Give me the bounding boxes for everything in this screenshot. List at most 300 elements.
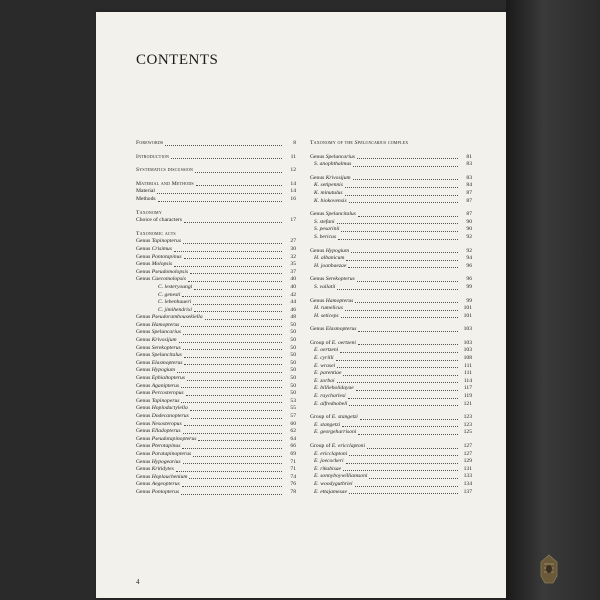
toc-entry-text: Genus bbox=[136, 321, 152, 328]
toc-leader-dots bbox=[346, 463, 458, 464]
toc-entry-label bbox=[314, 347, 338, 355]
toc-leader-dots bbox=[182, 296, 282, 297]
toc-entry bbox=[136, 443, 296, 451]
toc-entry-taxon: Speluncitalus bbox=[151, 352, 182, 359]
toc-entry bbox=[136, 459, 296, 467]
toc-entry-page: 66 bbox=[290, 443, 296, 450]
toc-entry-taxon: Hoplauchenium bbox=[151, 473, 188, 480]
toc-entry-text: Genus bbox=[136, 481, 152, 488]
toc-entry-text: Genus bbox=[136, 344, 152, 351]
toc-entry bbox=[310, 422, 472, 430]
toc-entry-label bbox=[314, 226, 339, 234]
toc-entry bbox=[136, 390, 296, 398]
toc-entry-taxon: C. genesti bbox=[158, 291, 181, 298]
toc-entry-label bbox=[310, 414, 358, 422]
toc-entry-page: 92 bbox=[466, 233, 472, 240]
toc-entry bbox=[136, 307, 296, 315]
toc-entry-page: 90 bbox=[466, 218, 472, 225]
toc-entry-label bbox=[314, 451, 347, 459]
toc-entry bbox=[310, 219, 472, 227]
toc-entry-taxon: E. raycharlesi bbox=[314, 393, 346, 400]
toc-entry bbox=[136, 140, 296, 148]
toc-entry-text: Genus bbox=[136, 245, 152, 252]
toc-entry-taxon: S. pesarinii bbox=[314, 226, 340, 233]
toc-entry-suffix: complex bbox=[386, 140, 409, 146]
toc-entry bbox=[310, 347, 472, 355]
toc-leader-dots bbox=[177, 372, 282, 373]
toc-leader-dots bbox=[171, 158, 282, 159]
toc-entry-label bbox=[158, 284, 192, 292]
toc-entry-label bbox=[314, 219, 335, 227]
toc-entry-text: Genus bbox=[136, 329, 152, 336]
toc-entry-text: Genus bbox=[136, 443, 152, 450]
toc-entry-taxon: Kritidytes bbox=[151, 466, 174, 473]
toc-entry bbox=[310, 401, 472, 409]
toc-entry-label bbox=[136, 254, 182, 262]
toc-leader-dots bbox=[194, 289, 282, 290]
toc-entry-taxon: E. georgeharrisoni bbox=[314, 429, 357, 436]
toc-entry-page: 17 bbox=[290, 217, 296, 224]
toc-entry bbox=[136, 451, 296, 459]
toc-entry bbox=[136, 481, 296, 489]
toc-leader-dots bbox=[357, 158, 458, 159]
toc-entry-label bbox=[314, 401, 347, 409]
toc-entry-page: 117 bbox=[463, 385, 472, 392]
toc-entry-page: 27 bbox=[290, 238, 296, 245]
toc-entry-taxon: E. ericclaptoni bbox=[314, 450, 348, 457]
toc-entry-page: 96 bbox=[466, 262, 472, 269]
toc-leader-dots bbox=[181, 402, 282, 403]
toc-entry-text: Genus bbox=[136, 268, 152, 275]
toc-entry-text: Genus bbox=[310, 326, 326, 333]
toc-leader-dots bbox=[367, 448, 458, 449]
toc-entry bbox=[136, 181, 296, 189]
toc-entry-taxon: Hoplodactylella bbox=[151, 405, 188, 412]
toc-entry-taxon: Serekopterus bbox=[325, 276, 355, 283]
toc-entry-page: 131 bbox=[463, 465, 472, 472]
toc-entry-page: 40 bbox=[290, 276, 296, 283]
toc-leader-dots bbox=[353, 179, 458, 180]
toc-leader-dots bbox=[358, 216, 458, 217]
toc-leader-dots bbox=[181, 387, 282, 388]
toc-entry-taxon: Paratapinopterus bbox=[151, 450, 192, 457]
toc-leader-dots bbox=[182, 448, 282, 449]
toc-entry-taxon: H. seticeps bbox=[314, 312, 339, 319]
toc-entry-page: 50 bbox=[290, 359, 296, 366]
toc-entry-taxon: S. bericus bbox=[314, 233, 337, 240]
toc-leader-dots bbox=[183, 334, 282, 335]
toc-entry bbox=[136, 188, 296, 196]
toc-entry-taxon: Elasmopterus bbox=[151, 359, 183, 366]
toc-leader-dots bbox=[360, 419, 458, 420]
toc-entry-page: 99 bbox=[466, 297, 472, 304]
toc-entry-page: 125 bbox=[463, 429, 472, 436]
toc-entry-text: Taxonomy bbox=[136, 209, 162, 216]
toc-entry-label bbox=[314, 466, 341, 474]
toc-entry-taxon: H. joanbaezae bbox=[314, 262, 347, 269]
toc-leader-dots bbox=[338, 239, 458, 240]
toc-entry-text: Genus bbox=[310, 153, 326, 160]
toc-entry-label bbox=[136, 352, 182, 360]
toc-entry bbox=[310, 161, 472, 169]
toc-entry bbox=[310, 190, 472, 198]
toc-entry-taxon: Molopsis bbox=[151, 261, 173, 268]
toc-entry-taxon: E. sonnyboywilliamsoni bbox=[314, 473, 368, 480]
toc-entry-taxon: Aganipterus bbox=[151, 382, 180, 389]
toc-entry-taxon: Tapinopterus bbox=[151, 238, 182, 245]
toc-entry-label bbox=[136, 413, 189, 421]
toc-leader-dots bbox=[337, 289, 458, 290]
toc-entry-label bbox=[136, 474, 187, 482]
toc-entry-page: 40 bbox=[290, 283, 296, 290]
toc-entry bbox=[136, 405, 296, 413]
toc-leader-dots bbox=[189, 478, 282, 479]
toc-entry bbox=[136, 474, 296, 482]
toc-leader-dots bbox=[190, 410, 282, 411]
toc-entry-page: 50 bbox=[290, 321, 296, 328]
toc-entry-text: Genus bbox=[136, 352, 152, 359]
toc-entry-text: Taxonomy of the bbox=[310, 140, 355, 146]
toc-entry-label bbox=[314, 161, 351, 169]
toc-entry-page: 87 bbox=[466, 189, 472, 196]
toc-entry-text: Genus bbox=[136, 397, 152, 404]
toc-entry bbox=[310, 363, 472, 371]
toc-leader-dots bbox=[183, 243, 282, 244]
toc-entry-text: Genus bbox=[136, 337, 152, 344]
toc-entry-page: 50 bbox=[290, 344, 296, 351]
toc-entry bbox=[136, 254, 296, 262]
toc-leader-dots bbox=[369, 478, 458, 479]
toc-entry-label bbox=[314, 489, 347, 497]
toc-entry-page: 81 bbox=[466, 153, 472, 160]
toc-entry bbox=[310, 305, 472, 313]
toc-entry bbox=[136, 337, 296, 345]
toc-entry-page: 114 bbox=[463, 377, 472, 384]
toc-entry-page: 37 bbox=[290, 268, 296, 275]
toc-leader-dots bbox=[198, 440, 282, 441]
toc-leader-dots bbox=[346, 260, 458, 261]
toc-entry-label bbox=[310, 276, 355, 284]
toc-entry-text: Genus bbox=[136, 253, 152, 260]
toc-entry-label bbox=[136, 375, 185, 383]
toc-entry bbox=[136, 238, 296, 246]
toc-entry bbox=[310, 451, 472, 459]
toc-entry-page: 50 bbox=[290, 375, 296, 382]
toc-entry bbox=[136, 246, 296, 254]
toc-entry-page: 48 bbox=[290, 314, 296, 321]
toc-entry-page: 87 bbox=[466, 211, 472, 218]
toc-entry-text: Genus bbox=[310, 276, 326, 283]
toc-entry-page: 50 bbox=[290, 329, 296, 336]
toc-entry bbox=[310, 489, 472, 497]
toc-entry-taxon: E. woodyguthriei bbox=[314, 480, 353, 487]
toc-entry-taxon: Pontopterus bbox=[151, 488, 180, 495]
toc-leader-dots bbox=[340, 352, 458, 353]
toc-entry-page: 30 bbox=[290, 245, 296, 252]
toc-entry bbox=[136, 196, 296, 204]
toc-entry-page: 14 bbox=[290, 188, 296, 195]
toc-entry-text: Genus bbox=[136, 390, 152, 397]
toc-left-column bbox=[136, 140, 296, 497]
toc-leader-dots bbox=[343, 375, 458, 376]
toc-entry-label bbox=[310, 248, 349, 256]
toc-entry-taxon: Serekopterus bbox=[151, 344, 181, 351]
toc-entry-taxon: Hypogearius bbox=[151, 458, 181, 465]
toc-entry bbox=[136, 269, 296, 277]
toc-entry-page: 121 bbox=[463, 400, 472, 407]
toc-leader-dots bbox=[348, 398, 458, 399]
toc-entry-text: Genus bbox=[136, 375, 152, 382]
toc-entry-taxon: Hypogium bbox=[151, 367, 176, 374]
toc-entry-label bbox=[314, 458, 344, 466]
toc-entry-page: 103 bbox=[463, 347, 472, 354]
toc-entry-page: 50 bbox=[290, 337, 296, 344]
toc-entry-label bbox=[314, 378, 335, 386]
toc-leader-dots bbox=[181, 326, 282, 327]
toc-entry-taxon: E. stangetzi bbox=[314, 421, 341, 428]
toc-entry-label bbox=[136, 314, 203, 322]
toc-entry-label bbox=[314, 255, 344, 263]
toc-entry-label bbox=[310, 443, 365, 451]
toc-entry-page: 119 bbox=[463, 393, 472, 400]
toc-entry-label bbox=[136, 238, 181, 246]
toc-entry-label bbox=[310, 140, 408, 148]
toc-entry-page: 101 bbox=[463, 305, 472, 312]
toc-leader-dots bbox=[337, 367, 458, 368]
toc-entry-taxon: K. minutulus bbox=[314, 189, 343, 196]
toc-entry bbox=[310, 313, 472, 321]
toc-leader-dots bbox=[183, 433, 282, 434]
toc-entry-text: Material bbox=[136, 188, 155, 195]
toc-entry bbox=[310, 226, 472, 234]
toc-entry-page: 99 bbox=[466, 283, 472, 290]
toc-leader-dots bbox=[184, 258, 282, 259]
toc-entry-taxon: Pseudomolopsis bbox=[151, 268, 189, 275]
toc-right-column bbox=[310, 140, 472, 496]
toc-entry bbox=[310, 182, 472, 190]
toc-entry-text: Choice of characters bbox=[136, 217, 182, 224]
toc-entry bbox=[310, 458, 472, 466]
toc-entry bbox=[310, 473, 472, 481]
toc-entry bbox=[136, 276, 296, 284]
toc-leader-dots bbox=[188, 281, 282, 282]
book-edge-background bbox=[506, 0, 600, 600]
toc-entry-taxon: S. stefani bbox=[314, 218, 335, 225]
toc-entry-page: 11 bbox=[290, 153, 296, 160]
toc-entry-taxon: E. joecockeri bbox=[314, 458, 344, 465]
toc-entry-label bbox=[136, 217, 182, 225]
toc-entry-taxon: C. jimihendrixi bbox=[158, 306, 192, 313]
toc-entry-page: 84 bbox=[466, 182, 472, 189]
toc-entry-label bbox=[314, 182, 343, 190]
toc-leader-dots bbox=[183, 463, 282, 464]
toc-entry bbox=[136, 299, 296, 307]
toc-entry-taxon: Pontotapinus bbox=[151, 253, 182, 260]
toc-entry bbox=[310, 140, 472, 148]
toc-entry-label bbox=[314, 422, 340, 430]
toc-entry-text: Group of bbox=[310, 443, 332, 449]
toc-entry-text: Genus bbox=[136, 473, 152, 480]
toc-entry-taxon: E. zorbai bbox=[314, 377, 335, 384]
toc-leader-dots bbox=[194, 311, 282, 312]
toc-leader-dots bbox=[358, 344, 458, 345]
toc-entry-label bbox=[136, 421, 182, 429]
toc-entry-page: 92 bbox=[466, 247, 472, 254]
toc-entry-label bbox=[314, 190, 343, 198]
toc-entry-label bbox=[314, 198, 347, 206]
toc-entry-page: 90 bbox=[466, 226, 472, 233]
toc-entry-taxon: E. parentiae bbox=[314, 370, 342, 377]
toc-entry bbox=[310, 385, 472, 393]
toc-leader-dots bbox=[356, 390, 458, 391]
toc-entry-page: 76 bbox=[290, 481, 296, 488]
toc-leader-dots bbox=[183, 349, 282, 350]
toc-entry-taxon: Krivosijum bbox=[151, 337, 177, 344]
toc-entry bbox=[310, 340, 472, 348]
toc-entry-taxon: S. anophthalmus bbox=[314, 161, 352, 168]
toc-entry bbox=[136, 466, 296, 474]
toc-entry bbox=[136, 489, 296, 497]
toc-leader-dots bbox=[184, 222, 282, 223]
toc-entry-page: 83 bbox=[466, 161, 472, 168]
toc-entry-label bbox=[314, 370, 341, 378]
toc-entry-page: 74 bbox=[290, 473, 296, 480]
toc-leader-dots bbox=[158, 201, 282, 202]
toc-leader-dots bbox=[351, 252, 458, 253]
toc-entry-label bbox=[310, 211, 356, 219]
toc-entry bbox=[136, 367, 296, 375]
toc-entry-taxon: S. vailatii bbox=[314, 283, 336, 290]
toc-entry-label bbox=[314, 429, 356, 437]
toc-entry-label bbox=[136, 428, 181, 436]
toc-entry-text: Genus bbox=[136, 458, 152, 465]
toc-entry bbox=[310, 248, 472, 256]
toc-leader-dots bbox=[349, 202, 458, 203]
toc-entry bbox=[136, 329, 296, 337]
toc-entry-page: 87 bbox=[466, 197, 472, 204]
toc-entry-taxon: E. ettajamesae bbox=[314, 488, 347, 495]
toc-entry-page: 71 bbox=[290, 458, 296, 465]
toc-entry bbox=[136, 292, 296, 300]
toc-entry-taxon: H. rumelicus bbox=[314, 305, 343, 312]
toc-entry-page: 42 bbox=[290, 291, 296, 298]
toc-entry-text: Genus bbox=[310, 297, 326, 304]
toc-entry bbox=[136, 421, 296, 429]
toc-entry-taxon: Hamopterus bbox=[325, 297, 354, 304]
toc-entry-label bbox=[310, 298, 353, 306]
toc-entry-page: 57 bbox=[290, 413, 296, 419]
toc-leader-dots bbox=[195, 172, 282, 173]
toc-entry-label bbox=[310, 340, 356, 348]
toc-entry-taxon: Pterotapinus bbox=[151, 443, 181, 450]
toc-leader-dots bbox=[157, 193, 282, 194]
toc-entry bbox=[136, 231, 296, 239]
toc-entry bbox=[136, 428, 296, 436]
toc-entry-label bbox=[136, 231, 176, 239]
toc-entry bbox=[310, 393, 472, 401]
toc-entry-label bbox=[314, 355, 334, 363]
toc-entry-page: 53 bbox=[290, 397, 296, 404]
toc-entry-taxon: H. albanicum bbox=[314, 255, 345, 262]
toc-entry-label bbox=[314, 393, 346, 401]
toc-entry-taxon: E. cyrilli bbox=[314, 355, 334, 362]
toc-entry-taxon: Krivosijum bbox=[325, 174, 351, 181]
toc-entry-page: 134 bbox=[463, 480, 472, 487]
toc-entry-page: 123 bbox=[463, 414, 472, 421]
toc-entry-label bbox=[314, 263, 346, 271]
toc-entry-page: 8 bbox=[293, 140, 296, 146]
toc-entry-page: 69 bbox=[290, 450, 296, 457]
toc-entry-label bbox=[310, 175, 351, 183]
toc-entry-taxon: E. ericclaptoni bbox=[331, 443, 365, 449]
toc-entry-page: 71 bbox=[290, 466, 296, 473]
page-title: CONTENTS bbox=[136, 52, 219, 68]
book-page bbox=[96, 12, 506, 598]
toc-entry-taxon: E. oertzeni bbox=[331, 339, 356, 346]
toc-leader-dots bbox=[193, 304, 282, 305]
toc-leader-dots bbox=[336, 360, 458, 361]
toc-entry-text: Genus bbox=[136, 428, 152, 435]
toc-entry-label bbox=[136, 329, 181, 337]
toc-entry-label bbox=[136, 443, 180, 451]
toc-leader-dots bbox=[337, 223, 458, 224]
toc-entry-taxon: E. billieholidayae bbox=[314, 385, 354, 392]
toc-entry-label bbox=[136, 181, 194, 189]
toc-entry-label bbox=[158, 299, 191, 307]
toc-entry bbox=[136, 383, 296, 391]
toc-entry-page: 111 bbox=[464, 362, 472, 369]
toc-leader-dots bbox=[196, 185, 282, 186]
toc-entry bbox=[310, 355, 472, 363]
toc-entry-page: 111 bbox=[464, 370, 472, 377]
toc-entry bbox=[310, 284, 472, 292]
toc-leader-dots bbox=[184, 364, 282, 365]
toc-leader-dots bbox=[182, 486, 282, 487]
toc-leader-dots bbox=[355, 302, 458, 303]
toc-entry-label bbox=[136, 390, 184, 398]
toc-entry-page: 108 bbox=[463, 355, 472, 362]
toc-entry-text: Genus bbox=[136, 367, 152, 374]
toc-entry-page: 60 bbox=[290, 420, 296, 427]
toc-entry-label bbox=[158, 307, 192, 315]
toc-leader-dots bbox=[355, 486, 458, 487]
toc-entry bbox=[136, 352, 296, 360]
toc-leader-dots bbox=[181, 494, 282, 495]
toc-entry-label bbox=[136, 345, 181, 353]
toc-entry-text: Group of bbox=[310, 339, 332, 346]
toc-entry-label bbox=[136, 489, 179, 497]
toc-entry-page: 62 bbox=[290, 428, 296, 435]
toc-entry bbox=[310, 234, 472, 242]
toc-entry-text: Genus bbox=[136, 420, 152, 427]
toc-entry bbox=[136, 413, 296, 421]
toc-entry-text: Genus bbox=[136, 405, 152, 412]
toc-entry-label bbox=[136, 337, 177, 345]
toc-entry-page: 12 bbox=[290, 167, 296, 174]
toc-entry-text: Genus bbox=[136, 488, 152, 495]
toc-entry-label bbox=[136, 196, 156, 204]
toc-leader-dots bbox=[187, 380, 282, 381]
toc-entry-page: 133 bbox=[463, 473, 472, 480]
toc-entry-label bbox=[136, 436, 196, 444]
toc-entry-taxon: Ephialtopterus bbox=[151, 375, 185, 382]
toc-entry-text: Genus bbox=[136, 261, 152, 268]
toc-entry bbox=[310, 378, 472, 386]
toc-leader-dots bbox=[349, 405, 458, 406]
toc-entry bbox=[136, 154, 296, 162]
toc-entry-label bbox=[136, 188, 155, 196]
toc-leader-dots bbox=[205, 319, 282, 320]
